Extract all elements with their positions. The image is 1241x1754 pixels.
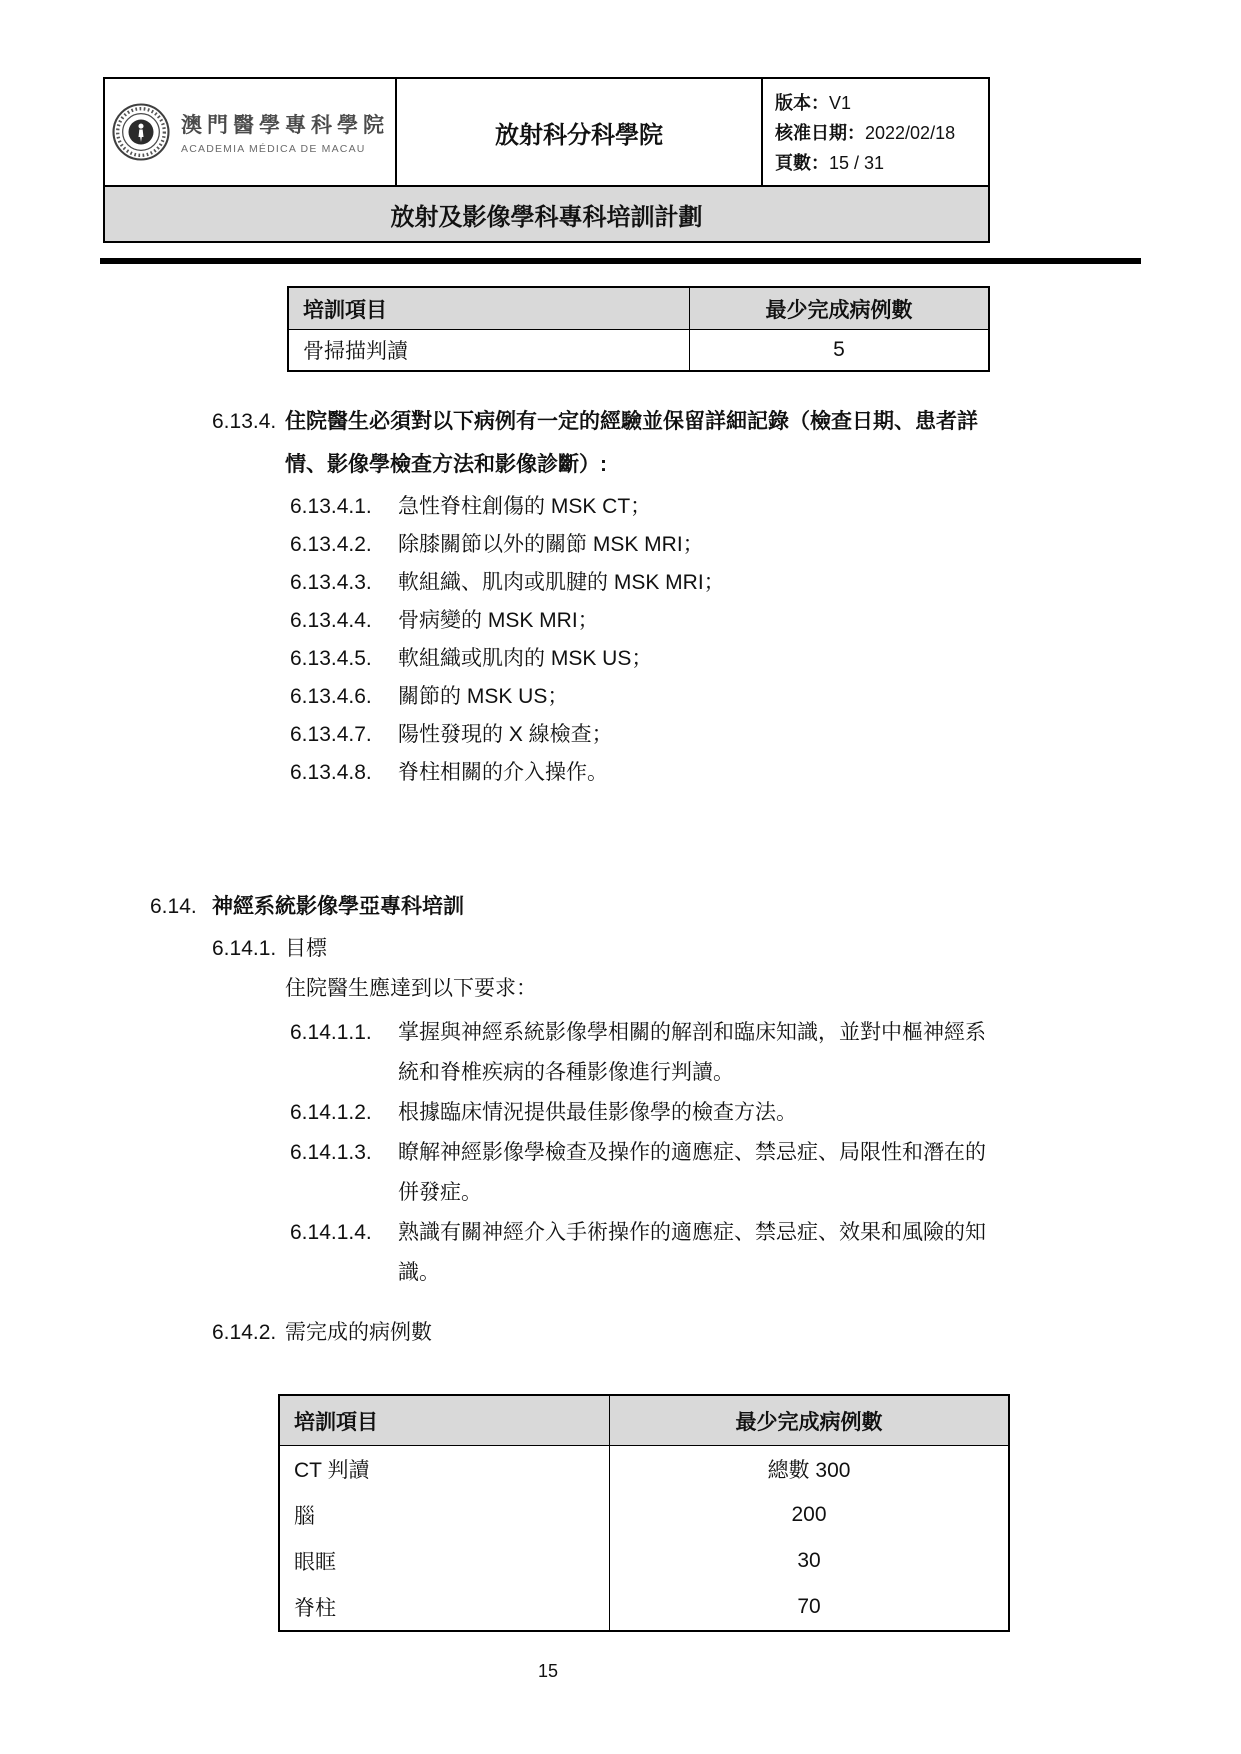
heading-line: 情、影像學檢查方法和影像診斷）: [285, 453, 607, 476]
approval-date-label: 核准日期： [775, 123, 865, 143]
item-number: 6.13.4.8. [290, 761, 372, 784]
item-number: 6.14.1.3. [290, 1141, 372, 1164]
item-text: 陽性發現的 X 線檢查； [398, 723, 613, 746]
table-row [280, 1446, 1008, 1492]
item-number: 6.14.1.1. [290, 1021, 372, 1044]
min-cases-cell: 70 [797, 1595, 821, 1618]
item-number: 6.14.1.2. [290, 1101, 372, 1124]
item-text [398, 1093, 1038, 1133]
min-cases-cell: 30 [797, 1549, 821, 1572]
item-text: 骨病變的 MSK MRI； [398, 609, 599, 632]
column-header-min-cases: 最少完成病例數 [735, 1410, 883, 1434]
item-text [398, 1213, 1038, 1293]
list-item [290, 1213, 1241, 1293]
training-item-cell: 眼眶 [280, 1538, 610, 1584]
section-6-14-1-heading [212, 928, 1241, 970]
section-number: 6.14.1. [212, 937, 277, 960]
page-number: 15 [537, 1661, 559, 1681]
version-label: 版本： [775, 93, 829, 113]
page-count-value: 15 / 31 [829, 153, 885, 173]
item-text: 軟組織、肌肉或肌腱的 MSK MRI； [398, 571, 725, 594]
section-6-13-4-list [290, 488, 1241, 792]
section-number: 6.14. [150, 895, 197, 918]
table-header-row [289, 288, 988, 330]
item-text: 脊柱相關的介入操作。 [398, 761, 608, 784]
list-item [290, 754, 1241, 792]
table-row [280, 1538, 1008, 1584]
item-number: 6.13.4.3. [290, 571, 372, 594]
version-value: V1 [829, 93, 852, 113]
section-number: 6.13.4. [212, 410, 277, 433]
logo-name-chinese: 澳門醫學專科學院 [181, 114, 389, 137]
document-body [0, 272, 1241, 1686]
list-item [290, 564, 1241, 602]
logo-name-latin: ACADEMIA MÉDICA DE MACAU [181, 143, 366, 155]
item-line: 掌握與神經系統影像學相關的解剖和臨床知識，並對中樞神經系 [398, 1021, 986, 1044]
item-number: 6.13.4.2. [290, 533, 372, 556]
min-cases-cell: 5 [833, 338, 845, 361]
document-header [103, 77, 990, 243]
item-text: 關節的 MSK US； [398, 685, 569, 708]
min-cases-cell: 總數 300 [767, 1459, 851, 1482]
column-header-item: 培訓項目 [280, 1396, 610, 1445]
item-number: 6.13.4.1. [290, 495, 372, 518]
section-6-14-2-heading [212, 1313, 1241, 1353]
list-item [290, 488, 1241, 526]
section-number: 6.14.2. [212, 1321, 277, 1344]
min-cases-cell: 200 [791, 1503, 827, 1526]
item-line: 統和脊椎疾病的各種影像進行判讀。 [398, 1061, 734, 1084]
item-line: 熟識有關神經介入手術操作的適應症、禁忌症、效果和風險的知 [398, 1221, 986, 1244]
item-number: 6.14.1.4. [290, 1221, 372, 1244]
college-title: 放射科分科學院 [397, 79, 763, 185]
page-count-label: 頁數： [775, 153, 829, 173]
approval-date-value: 2022/02/18 [865, 123, 956, 143]
version-line [775, 88, 982, 118]
logo-text [181, 109, 389, 155]
item-line: 併發症。 [398, 1181, 482, 1204]
item-line: 根據臨床情況提供最佳影像學的檢查方法。 [398, 1101, 797, 1124]
version-info-cell [763, 79, 988, 185]
table-row [280, 1492, 1008, 1538]
item-line: 瞭解神經影像學檢查及操作的適應症、禁忌症、局限性和潛在的 [398, 1141, 986, 1164]
list-item [290, 1133, 1241, 1213]
list-item [290, 716, 1241, 754]
section-title: 神經系統影像學亞專科培訓 [212, 895, 464, 918]
page-count-line [775, 148, 982, 178]
column-header-item: 培訓項目 [289, 288, 690, 329]
item-line: 識。 [398, 1261, 440, 1284]
logo-cell [105, 79, 397, 185]
section-title: 目標 [285, 937, 327, 960]
list-item [290, 1013, 1241, 1093]
item-text [398, 1133, 1038, 1213]
item-text: 急性脊柱創傷的 MSK CT； [398, 495, 652, 518]
objectives-intro: 住院醫生應達到以下要求： [285, 977, 537, 1000]
item-number: 6.13.4.4. [290, 609, 372, 632]
section-6-14-1-list [290, 1013, 1241, 1293]
program-title-bar: 放射及影像學科專科培訓計劃 [103, 185, 990, 243]
heading-line: 住院醫生必須對以下病例有一定的經驗並保留詳細記錄（檢查日期、患者詳 [285, 410, 978, 433]
table-header-row [280, 1396, 1008, 1446]
bone-scan-table [287, 286, 990, 372]
list-item [290, 602, 1241, 640]
section-6-14-heading [150, 886, 1241, 928]
item-text [398, 1013, 1038, 1093]
approval-date-line [775, 118, 982, 148]
training-item-cell: CT 判讀 [280, 1446, 610, 1492]
table-row [280, 1584, 1008, 1630]
table-row [289, 330, 988, 370]
training-item-cell: 骨掃描判讀 [289, 330, 690, 370]
list-item [290, 640, 1241, 678]
list-item [290, 1093, 1241, 1133]
column-header-min-cases: 最少完成病例數 [765, 298, 913, 322]
header-divider-rule [100, 258, 1141, 264]
list-item [290, 526, 1241, 564]
item-number: 6.13.4.5. [290, 647, 372, 670]
section-heading-text [285, 400, 1125, 486]
item-number: 6.13.4.6. [290, 685, 372, 708]
list-item [290, 678, 1241, 716]
header-top-row [103, 77, 990, 185]
item-number: 6.13.4.7. [290, 723, 372, 746]
training-item-cell: 腦 [280, 1492, 610, 1538]
training-item-cell: 脊柱 [280, 1584, 610, 1630]
ct-cases-table [278, 1394, 1010, 1632]
academy-seal-icon [111, 100, 171, 164]
item-text: 軟組織或肌肉的 MSK US； [398, 647, 653, 670]
section-6-13-4-heading [212, 400, 1241, 486]
section-title: 需完成的病例數 [285, 1321, 432, 1344]
item-text: 除膝關節以外的關節 MSK MRI； [398, 533, 704, 556]
